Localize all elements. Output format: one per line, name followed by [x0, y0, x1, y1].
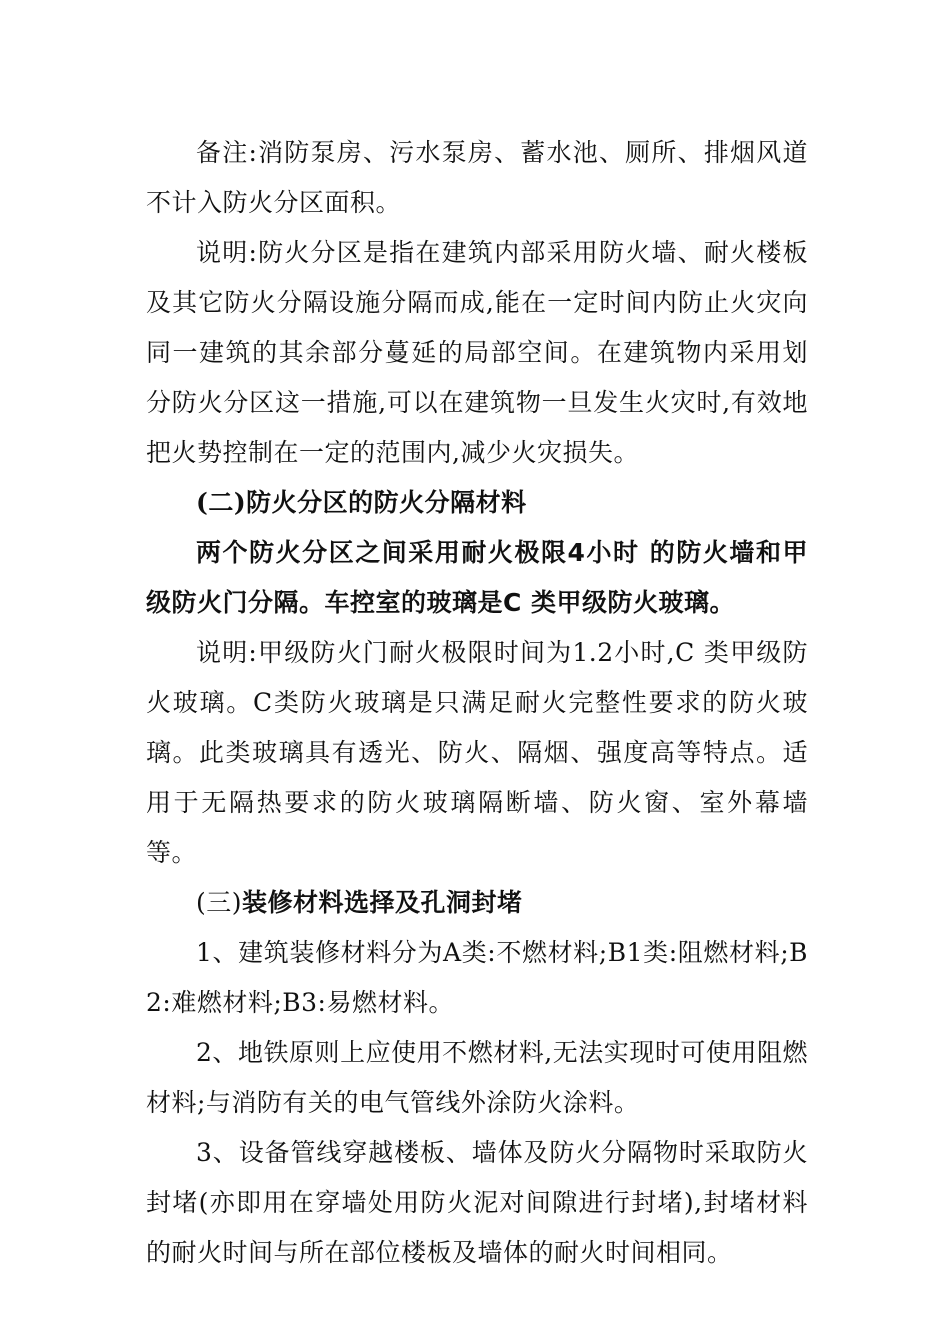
note-paragraph: 备注:消防泵房、污水泵房、蓄水池、厕所、排烟风道不计入防火分区面积。 — [146, 138, 808, 217]
section-heading-2: (二)防火分区的防火分隔材料 — [196, 488, 527, 517]
explanation-paragraph-fire-compartment: 说明:防火分区是指在建筑内部采用防火墙、耐火楼板及其它防火分隔设施分隔而成,能在一定时间内防止火灾向同一建筑的其余部分蔓延的局部空间。在建筑物内采用划分防火分区这一措施,可以在建筑物一旦发生火灾时,有效地把火势控制在一定的范围内,减少火灾损失。 — [146, 238, 808, 467]
explanation-paragraph-fire-glass: 说明:甲级防火门耐火极限时间为1.2小时,C 类甲级防火玻璃。C类防火玻璃是只满足耐火完整性要求的防火玻璃。此类玻璃具有透光、防火、隔烟、强度高等特点。适用于无隔热要求的防火玻璃隔断墙、防火窗、室外幕墙等。 — [146, 638, 808, 867]
section-heading-3-number: (三) — [196, 888, 243, 917]
list-item-1: 1、建筑装修材料分为A类:不燃材料;B1类:阻燃材料;B2:难燃材料;B3:易燃材料。 — [146, 938, 808, 1017]
list-item-3: 3、设备管线穿越楼板、墙体及防火分隔物时采取防火封堵(亦即用在穿墙处用防火泥对间隙进行封堵),封堵材料的耐火时间与所在部位楼板及墙体的耐火时间相同。 — [146, 1138, 808, 1267]
document-body — [146, 128, 808, 1278]
list-item-2: 2、地铁原则上应使用不燃材料,无法实现时可使用阻燃材料;与消防有关的电气管线外涂防火涂料。 — [146, 1038, 808, 1117]
bold-statement-paragraph: 两个防火分区之间采用耐火极限4小时 的防火墙和甲级防火门分隔。车控室的玻璃是C 类甲级防火玻璃。 — [146, 538, 808, 617]
section-heading-3-text: 装修材料选择及孔洞封堵 — [242, 888, 523, 917]
section-heading-3 — [146, 878, 808, 928]
